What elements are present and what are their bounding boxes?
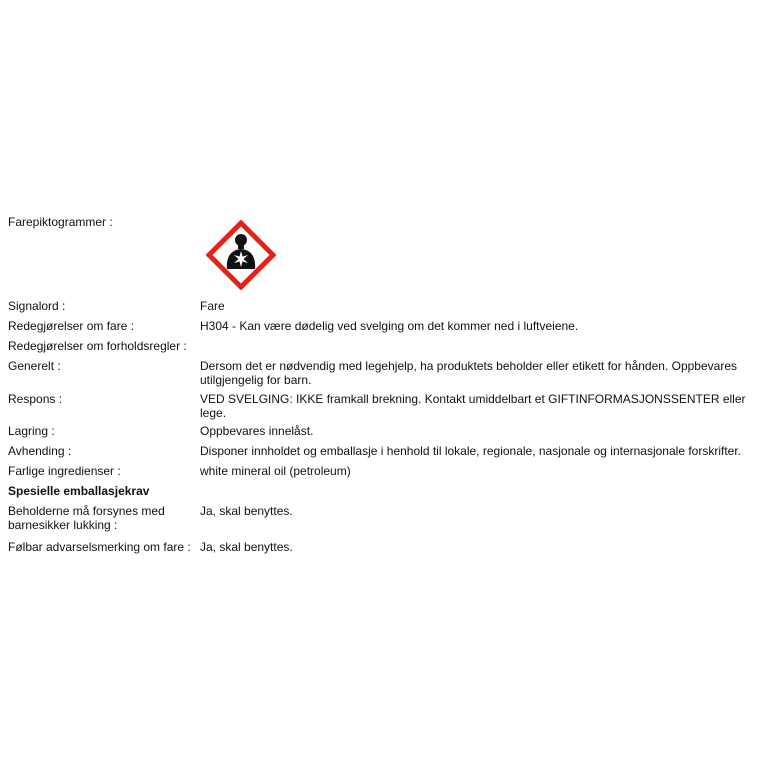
row-label-child-resistant-line2: barnesikker lukking :: [8, 518, 118, 532]
health-hazard-pictogram: [206, 220, 276, 290]
row-label-child-resistant-line1: Beholderne må forsynes med: [8, 504, 165, 518]
row-label-tactile-warning: Følbar advarselsmerking om fare :: [8, 540, 191, 554]
row-label-storage: Lagring :: [8, 424, 55, 438]
row-label-general: Generelt :: [8, 359, 61, 373]
row-label-hazard-statements: Redegjørelser om fare :: [8, 319, 135, 333]
row-value-general: Dersom det er nødvendig med legehjelp, ha produktets beholder eller etikett for hånden. Oppbevares utilgjengelig for barn.: [200, 359, 737, 387]
pictograms-label: Farepiktogrammer :: [8, 215, 113, 229]
row-label-hazardous-ingredients: Farlige ingredienser :: [8, 464, 121, 478]
health-hazard-icon: [206, 220, 276, 290]
row-value-hazard-statements: H304 - Kan være dødelig ved svelging om det kommer ned i luftveiene.: [200, 319, 579, 333]
packaging-heading: Spesielle emballasjekrav: [8, 484, 150, 498]
row-value-hazardous-ingredients: white mineral oil (petroleum): [200, 464, 351, 478]
row-value-signal-word: Fare: [200, 299, 225, 313]
row-label-signal-word: Signalord :: [8, 299, 66, 313]
row-value-disposal: Disponer innholdet og emballasje i henhold til lokale, regionale, nasjonale og internasjonale forskrifter.: [200, 444, 742, 458]
row-value-storage: Oppbevares innelåst.: [200, 424, 314, 438]
row-value-tactile-warning: Ja, skal benyttes.: [200, 540, 293, 554]
row-value-child-resistant: Ja, skal benyttes.: [200, 504, 293, 518]
row-label-disposal: Avhending :: [8, 444, 72, 458]
row-label-response: Respons :: [8, 392, 63, 406]
row-label-precautionary-statements: Redegjørelser om forholdsregler :: [8, 339, 187, 353]
row-value-response: VED SVELGING: IKKE framkall brekning. Kontakt umiddelbart et GIFTINFORMASJONSSENTER eller lege.: [200, 392, 746, 420]
